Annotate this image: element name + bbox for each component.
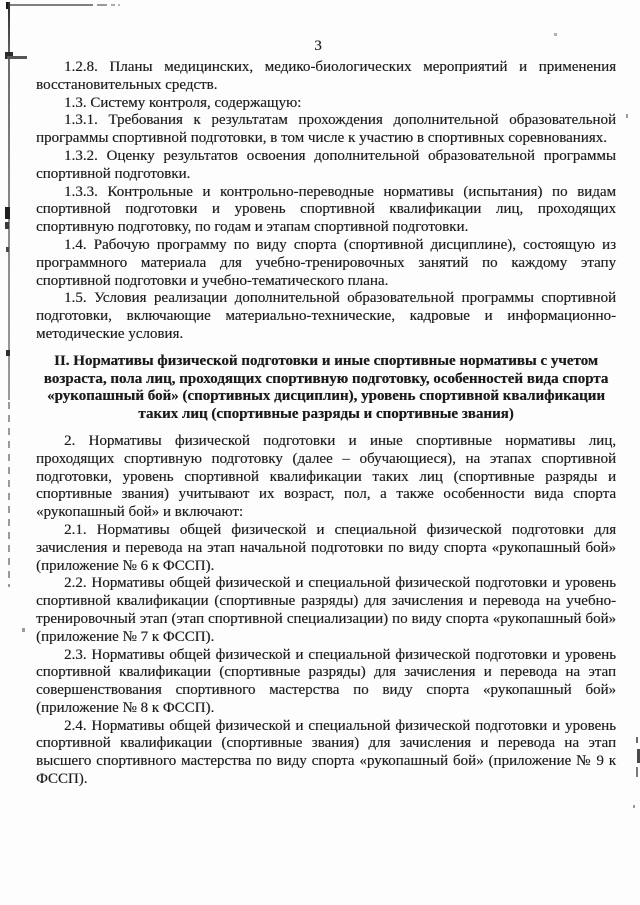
scan-border-top-line (8, 4, 93, 6)
scan-speck-left (5, 207, 10, 219)
scan-speck-left (5, 222, 9, 229)
paragraph-1-2-8: 1.2.8. Планы медицинских, медико-биологических мероприятий и применения восстановительных средств. (36, 59, 616, 93)
paragraph-1-3: 1.3. Систему контроля, содержащую: (64, 94, 302, 111)
scan-speck-left (6, 350, 10, 356)
scan-border-top-dash (97, 4, 107, 6)
scan-speck-right (626, 114, 628, 118)
scan-speck-right (636, 767, 638, 777)
scan-speck-right (633, 805, 635, 808)
scan-speck-top (554, 33, 557, 36)
scan-speck (22, 628, 25, 632)
scan-border-top-dot (118, 4, 120, 6)
paragraph-1-3-2: 1.3.2. Оценку результатов освоения дополнительной образовательной программы спортивной подготовки. (36, 147, 616, 182)
paragraph-2-1: 2.1. Нормативы общей физической и специальной физической подготовки для зачисления и перевода на этап начальной подготовки по виду спорта «рукопашный бой» (приложение № 6 к ФССП). (36, 521, 616, 574)
paragraph-2: 2. Нормативы физической подготовки и иные спортивные нормативы лиц, проходящих спортивную подготовку (далее – обучающиеся), на этапах спортивной подготовки, уровень спортивной квалификации таких лиц (спортивные разряды и спортивные звания) учитывают их возраст, пол, а также особенности вида спорта «рукопашный бой» и включают: (36, 432, 616, 521)
scan-border-left-line (8, 2, 10, 400)
scan-border-left-dashed (8, 402, 10, 587)
paragraph-2-2: 2.2. Нормативы общей физической и специальной физической подготовки и уровень спортивной квалификации (спортивные разряды) для зачисления и перевода на учебно-тренировочный этап (этап спортивной специализации) по виду спорта «рукопашный бой» (приложение № 7 к ФССП). (36, 575, 616, 645)
paragraph-1-3-3: 1.3.3. Контрольные и контрольно-переводные нормативы (испытания) по видам спортивной подготовки и уровень спортивной квалификации лиц, проходящих спортивную подготовку, по годам и этапам спортивной подготовки. (36, 183, 616, 236)
scan-speck-left (6, 247, 9, 252)
document-content (36, 59, 616, 789)
paragraph-1-3-1: 1.3.1. Требования к результатам прохождения дополнительной образовательной программы спортивной подготовки, в том числе к участию в спортивных соревнованиях. (36, 112, 616, 147)
section-ii-heading: II. Нормативы физической подготовки и иные спортивные нормативы с учетом возраста, пола лиц, проходящих спортивную подготовку, особенностей вида спорта «рукопашный бой» (спортивных дисциплин), уровень спортивной квалификации таких лиц (спортивные разряды и спортивные звания) (43, 352, 609, 423)
page-number: 3 (314, 38, 322, 54)
scan-border-top-dot (111, 4, 115, 6)
scan-speck-right (636, 737, 638, 743)
paragraph-1-4: 1.4. Рабочую программу по виду спорта (спортивной дисциплине), состоящую из программного материала для учебно-тренировочных занятий по каждому этапу спортивной подготовки и учебно-тематического плана. (36, 236, 616, 289)
paragraph-1-5: 1.5. Условия реализации дополнительной образовательной программы спортивной подготовки, включающие материально-технические, кадровые и информационно-методические условия. (36, 290, 616, 342)
paragraph-2-3: 2.3. Нормативы общей физической и специальной физической подготовки и уровень спортивной квалификации (спортивные разряды) для зачисления и перевода на этап совершенствования спортивного мастерства по виду спорта «рукопашный бой» (приложение № 8 к ФССП). (36, 646, 616, 716)
paragraph-2-4: 2.4. Нормативы общей физической и специальной физической подготовки и уровень спортивной квалификации (спортивные звания) для зачисления и перевода на этап высшего спортивного мастерства по виду спорта «рукопашный бой» (приложение № 9 к ФССП). (36, 717, 616, 788)
scan-speck-left (7, 56, 27, 59)
